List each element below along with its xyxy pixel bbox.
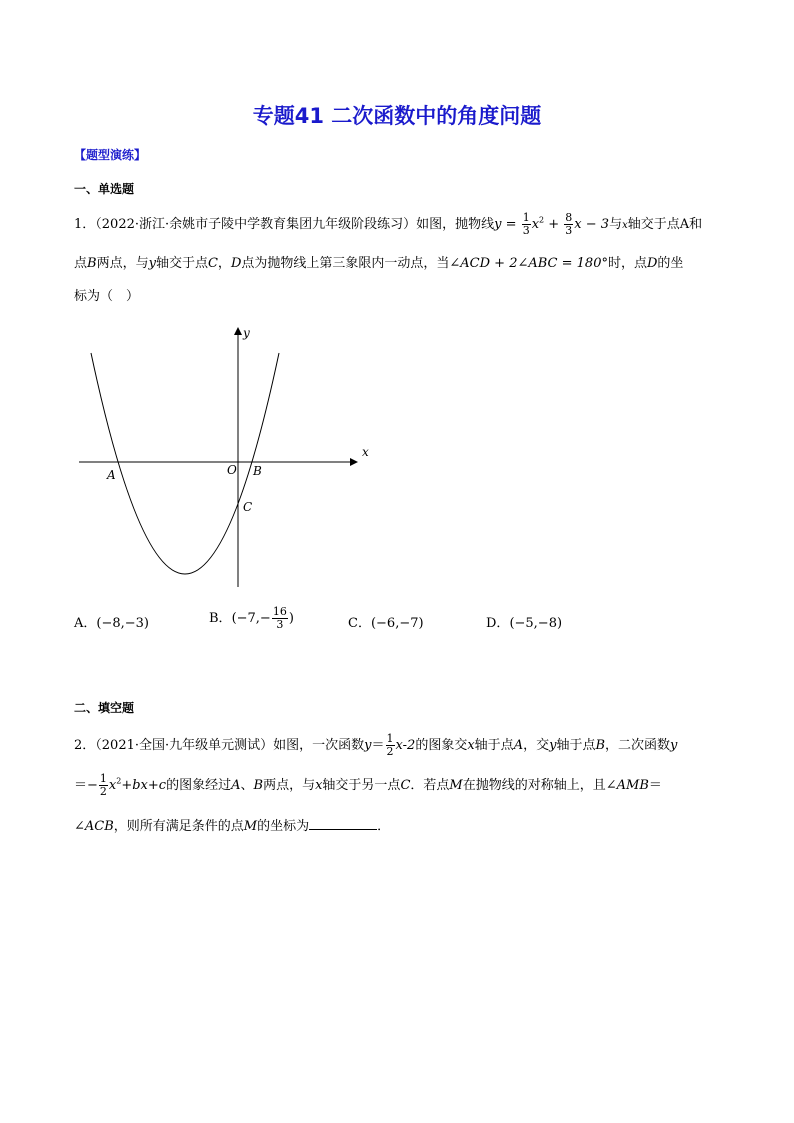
option-a-label: A．: [74, 616, 97, 631]
parabola-figure: [75, 325, 375, 595]
denominator: 3: [522, 224, 530, 237]
q1-line-1: [74, 212, 702, 237]
q2-var: x: [467, 738, 475, 753]
option-c-label: C．: [348, 616, 371, 631]
q2-text: 轴交于另一点: [322, 778, 401, 793]
numerator: 1: [386, 732, 394, 745]
option-b-value: (−7,−: [231, 611, 271, 626]
numerator: 1: [99, 772, 107, 785]
point-a-label: A: [107, 468, 116, 482]
q2-point: A: [513, 738, 524, 753]
q1-plus: +: [544, 217, 564, 232]
page-title: 专题41 二次函数中的角度问题: [252, 104, 542, 128]
q1-text: 时，点: [607, 256, 647, 271]
option-b[interactable]: [209, 606, 294, 631]
q1-point: D: [646, 256, 658, 271]
exponent: 2: [116, 776, 122, 786]
answer-blank[interactable]: [309, 817, 377, 830]
q2-eq: ＝: [371, 738, 385, 753]
q1-var: y: [494, 217, 502, 232]
q2-text: ，交: [523, 738, 550, 753]
q1-fraction-1: [522, 212, 531, 237]
option-b-value-end: ): [288, 611, 294, 626]
q1-text: 点: [74, 256, 88, 271]
q1-eq: =: [501, 217, 521, 232]
q1-text: 与: [609, 217, 623, 232]
denominator: 3: [276, 618, 284, 631]
numerator: 1: [522, 211, 530, 224]
q1-var: y: [148, 256, 156, 271]
q1-source: （2022·浙江·余姚市子陵中学教育集团九年级阶段练习）: [95, 217, 417, 232]
option-d-label: D．: [486, 616, 510, 631]
section-tag: 【题型演练】: [74, 148, 147, 162]
option-a-value: (−8,−3): [96, 616, 149, 631]
numerator: 16: [272, 605, 287, 618]
q1-text: 两点，与: [96, 256, 149, 271]
origin-label: O: [227, 463, 237, 477]
denominator: 2: [386, 745, 394, 758]
option-b-label: B．: [209, 611, 232, 626]
x-axis-label: x: [362, 445, 369, 459]
q1-text: 点为抛物线上第三象限内一动点，当: [241, 256, 450, 271]
q2-var: y: [670, 738, 678, 753]
option-c[interactable]: [348, 612, 424, 631]
q2-fraction-2: [99, 773, 108, 798]
option-d[interactable]: [486, 612, 562, 631]
q2-point: C: [400, 778, 411, 793]
q2-term: x-2: [395, 738, 416, 753]
point-b-label: B: [253, 464, 262, 478]
q2-term: +bx+c: [121, 778, 167, 793]
q2-point: B: [595, 738, 606, 753]
q1-text: 轴交于点: [155, 256, 208, 271]
q2-point: A: [231, 778, 241, 793]
option-b-fraction: [272, 606, 288, 631]
q1-number: 1．: [74, 217, 96, 232]
q2-text: 的图象经过: [166, 778, 232, 793]
q2-angle: ∠ACB: [74, 819, 114, 834]
q2-fraction: [386, 733, 395, 758]
q1-point: C: [207, 256, 218, 271]
option-d-value: (−5,−8): [509, 616, 563, 631]
q1-line-2: [74, 252, 683, 271]
option-a[interactable]: [74, 612, 149, 631]
q2-line-1: [74, 733, 677, 758]
q1-point: D: [230, 256, 242, 271]
q1-text: 的坐: [657, 256, 684, 271]
q2-point: M: [449, 778, 463, 793]
q2-eq: ＝: [648, 778, 662, 793]
q2-source: （2021·全国·九年级单元测试）: [95, 738, 274, 753]
option-c-value: (−6,−7): [370, 616, 424, 631]
y-axis-label: y: [243, 326, 250, 340]
q1-term: x − 3: [574, 217, 610, 232]
q2-point: M: [243, 819, 258, 834]
q1-text: 轴交于点: [627, 217, 680, 232]
q1-var: x: [531, 217, 540, 232]
q1-line-3: 标为（ ）: [74, 289, 140, 304]
q2-angle: ∠AMB: [605, 778, 649, 793]
q2-text: ．若点: [410, 778, 450, 793]
q2-line-3: [74, 815, 390, 834]
q1-point: B: [87, 256, 97, 271]
denominator: 3: [565, 224, 573, 237]
q2-text: 轴于点: [556, 738, 596, 753]
q2-eq: ＝−: [74, 778, 98, 793]
q1-angle-condition: ∠ACD + 2∠ABC = 180°: [449, 256, 608, 271]
q1-text: ，: [217, 256, 231, 271]
denominator: 2: [99, 785, 107, 798]
section-heading-fill-blank: 二、填空题: [74, 701, 135, 715]
q1-var: x: [622, 220, 628, 231]
q2-point: B: [253, 778, 264, 793]
q1-point: A: [679, 217, 690, 232]
numerator: 8: [565, 211, 573, 224]
q2-text: ，二次函数: [605, 738, 671, 753]
q2-var: y: [364, 738, 372, 753]
q2-text: 的坐标为: [257, 819, 310, 834]
section-heading-single-choice: 一、单选题: [74, 182, 135, 196]
point-c-label: C: [243, 500, 253, 514]
q2-var: x: [315, 778, 323, 793]
q1-fraction-2: [564, 212, 573, 237]
q2-term: x: [108, 778, 117, 793]
q2-text: 、: [240, 778, 254, 793]
parabola-curve: [91, 353, 279, 574]
q2-text: 在抛物线的对称轴上，且: [462, 778, 606, 793]
q2-text: ．: [377, 819, 391, 834]
q2-var: y: [549, 738, 557, 753]
q2-text: 如图，一次函数: [273, 738, 365, 753]
q2-text: 轴于点: [474, 738, 514, 753]
q2-text: 的图象交: [415, 738, 468, 753]
q2-number: 2．: [74, 738, 96, 753]
q1-text: 和: [689, 217, 703, 232]
q2-text: ，则所有满足条件的点: [113, 819, 244, 834]
q2-line-2: [74, 773, 662, 798]
exponent: 2: [539, 215, 545, 225]
q1-text: 如图，抛物线: [416, 217, 495, 232]
q2-text: 两点，与: [263, 778, 316, 793]
